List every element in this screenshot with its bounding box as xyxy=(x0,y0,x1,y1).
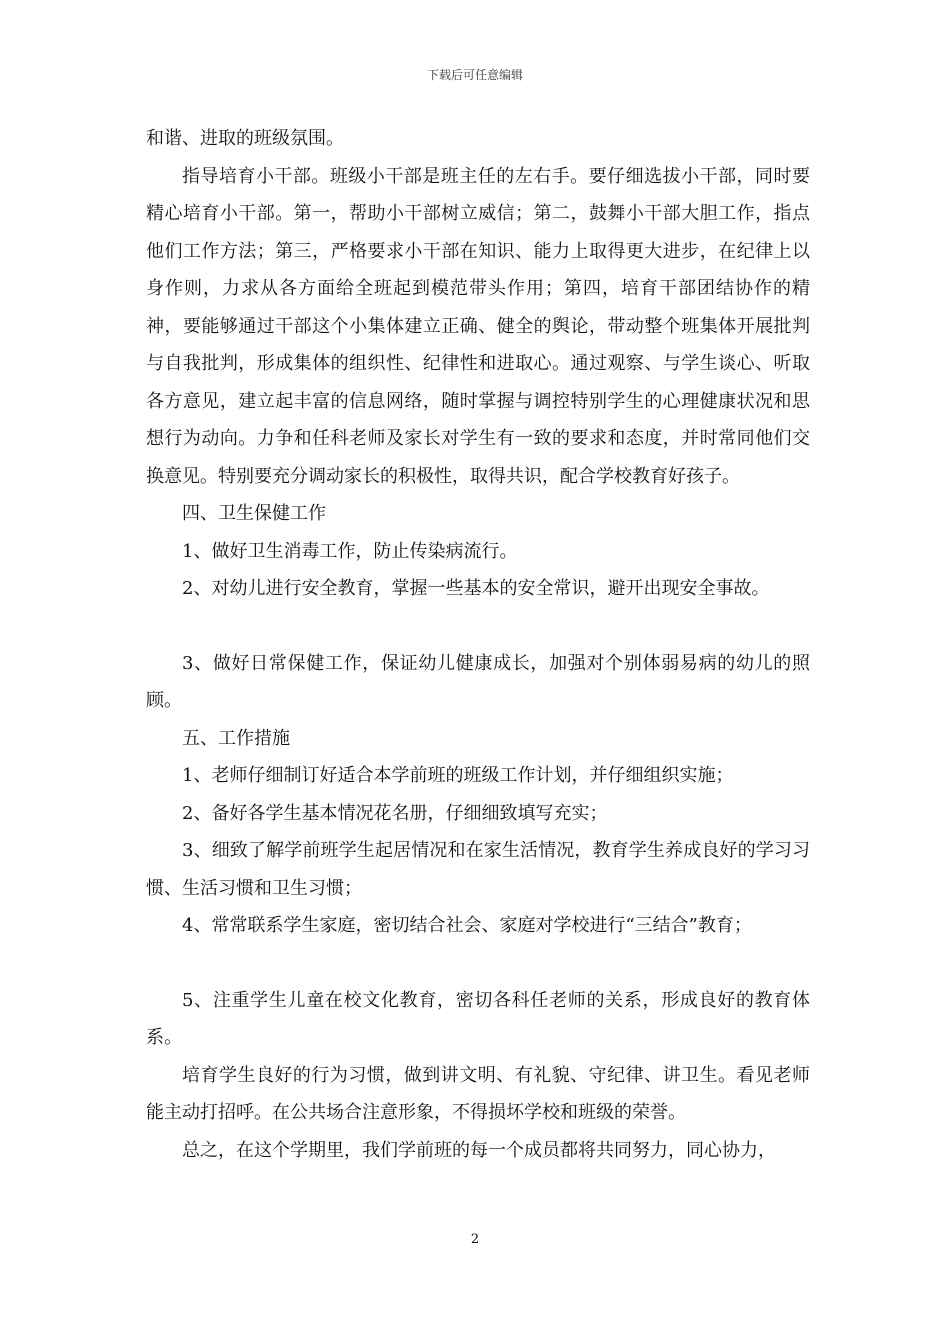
blank-line xyxy=(146,608,810,645)
measures-item-3: 3、细致了解学前班学生起居情况和在家生活情况，教育学生养成良好的学习习惯、生活习惯和卫生习惯； xyxy=(146,840,810,899)
blank-line xyxy=(146,945,810,982)
paragraph-behavior-habits: 培育学生良好的行为习惯，做到讲文明、有礼貌、守纪律、讲卫生。看见老师能主动打招呼。在公共场合注意形象，不得损坏学校和班级的荣誉。 xyxy=(146,1064,810,1123)
paragraph-summary: 总之，在这个学期里，我们学前班的每一个成员都将共同努力，同心协力， xyxy=(182,1139,776,1161)
health-item-1: 1、做好卫生消毒工作，防止传染病流行。 xyxy=(182,540,518,562)
paragraph-continuation: 和谐、进取的班级氛围。 xyxy=(146,128,344,149)
page-header-note: 下载后可任意编辑 xyxy=(426,68,523,82)
health-item-3: 3、做好日常保健工作，保证幼儿健康成长，加强对个别体弱易病的幼儿的照顾。 xyxy=(146,652,810,711)
measures-item-5: 5、注重学生儿童在校文化教育，密切各科任老师的关系，形成良好的教育体系。 xyxy=(146,989,810,1048)
health-item-2: 2、对幼儿进行安全教育，掌握一些基本的安全常识，避开出现安全事故。 xyxy=(182,578,770,599)
measures-item-2: 2、备好各学生基本情况花名册，仔细细致填写充实； xyxy=(182,802,608,824)
measures-item-1: 1、老师仔细制订好适合本学前班的班级工作计划，并仔细组织实施； xyxy=(182,765,734,786)
document-body xyxy=(146,120,810,1169)
measures-item-4: 4、常常联系学生家庭，密切结合社会、家庭对学校进行“三结合”教育； xyxy=(182,915,752,936)
paragraph-cadre-training: 指导培育小干部。班级小干部是班主任的左右手。要仔细选拔小干部，同时要精心培育小干部。第一，帮助小干部树立威信；第二，鼓舞小干部大胆工作，指点他们工作方法；第三，严格要求小干部在知识、能力上取得更大进步，在纪律上以身作则，力求从各方面给全班起到模范带头作用；第四，培育干部团结协作的精神，要能够通过干部这个小集体建立正确、健全的舆论，带动整个班集体开展批判与自我批判，形成集体的组织性、纪律性和进取心。通过观察、与学生谈心、听取各方意见，建立起丰富的信息网络，随时掌握与调控特别学生的心理健康状况和思想行为动向。力争和任科老师及家长对学生有一致的要求和态度，并时常同他们交换意见。特别要充分调动家长的积极性，取得共识，配合学校教育好孩子。 xyxy=(146,165,810,487)
section-heading-health: 四、卫生保健工作 xyxy=(182,503,326,524)
section-heading-measures: 五、工作措施 xyxy=(182,727,290,749)
page-number: 2 xyxy=(470,1232,480,1247)
